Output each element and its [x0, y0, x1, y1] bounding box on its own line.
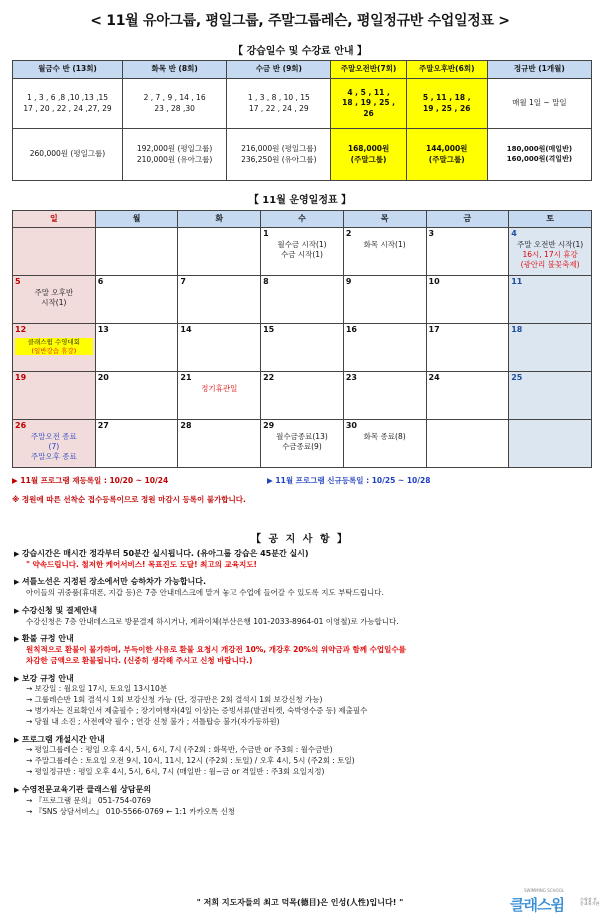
logo-name: 클래스윔 [510, 896, 564, 914]
day-event: 주말 오전반 시작(1) [517, 239, 584, 249]
day-number: 10 [428, 277, 440, 286]
day-event: 수금종료(9) [282, 441, 322, 451]
calendar-day [509, 420, 592, 468]
day-number: 14 [180, 325, 192, 334]
notice-heading: ▶ 강습시간은 매시간 정각부터 50분간 실시됩니다. (유아그룹 강습은 45분간 실시) [14, 548, 589, 560]
calendar-day [343, 324, 426, 372]
notice-line: 원칙적으로 환불이 불가하며, 부득이한 사유로 환불 요청시 개강전 10%, 개강후 20%의 위약금과 함께 수업일수를 [26, 645, 406, 654]
fee-header: 주말오후반(6회) [406, 61, 487, 79]
calendar-day [95, 228, 178, 276]
calendar-day [13, 420, 96, 468]
calendar-day [95, 276, 178, 324]
weekday-header: 일 [13, 211, 96, 228]
calendar-day [261, 420, 344, 468]
day-event: 월수금종료(13) [276, 431, 328, 441]
calendar-day [426, 372, 509, 420]
calendar-day [343, 372, 426, 420]
fee-header: 주말오전반(7회) [331, 61, 406, 79]
calendar-day [261, 276, 344, 324]
calendar-day [178, 276, 261, 324]
fee-dates: 5 , 11 , 18 , 19 , 25 , 26 [406, 79, 487, 129]
day-number: 29 [263, 421, 275, 430]
day-number: 12 [15, 325, 27, 334]
notice-item [14, 605, 589, 627]
day-number: 20 [97, 373, 109, 382]
calendar-day [95, 324, 178, 372]
reregister-period: ▶ 11월 프로그램 재등록일 : 10/20 ~ 10/24 [12, 476, 169, 485]
calendar-day [261, 228, 344, 276]
weekday-header: 월 [95, 211, 178, 228]
notice-item [14, 784, 589, 817]
brand-logo [510, 888, 600, 916]
fee-header: 정규반 (1개월) [487, 61, 591, 79]
day-number: 13 [97, 325, 109, 334]
calendar-week [13, 372, 592, 420]
day-number: 19 [15, 373, 27, 382]
calendar-day [13, 324, 96, 372]
fee-price: 168,000원 (주말그룹) [331, 129, 406, 181]
notice-line: 수강신청은 7층 안내데스크로 방문결제 하시거나, 계좌이체(부산은행 101-2033-8964-01 이영철)로 가능합니다. [26, 616, 399, 626]
notice-heading: ▶ 프로그램 개설시간 안내 [14, 734, 589, 746]
day-number: 5 [15, 277, 21, 286]
calendar-day [95, 420, 178, 468]
notice-item [14, 576, 589, 598]
day-number: 30 [345, 421, 357, 430]
notice-title: 【 공 지 사 항 】 [250, 534, 350, 545]
day-event: (일반강습 휴강) [31, 346, 77, 355]
fee-dates: 1 , 3 , 6 ,8 ,10 ,13 ,15 17 , 20 , 22 , 24 ,27, 29 [13, 79, 123, 129]
calendar-table [12, 210, 592, 468]
fee-price: 192,000원 (평일그룹) 210,000원 (유아그룹) [123, 129, 227, 181]
day-number: 24 [428, 373, 440, 382]
fee-header: 수금 반 (9회) [227, 61, 331, 79]
calendar-day [509, 324, 592, 372]
calendar-day [13, 228, 96, 276]
day-number: 4 [511, 229, 517, 238]
day-number: 2 [345, 229, 352, 238]
calendar-day [509, 276, 592, 324]
logo-sub: 수영장 전문교육기관 [580, 897, 600, 907]
day-event: 정기휴관일 [201, 383, 238, 393]
weekday-header: 목 [343, 211, 426, 228]
notice-heading: ▶ 보강 규정 안내 [14, 673, 589, 685]
fee-dates: 1 , 3 , 8 , 10 , 15 17 , 22 , 24 , 29 [227, 79, 331, 129]
fee-section-title: 【 강습일수 및 수강료 안내 】 [232, 46, 367, 57]
notice-heading: ▶ 수영전문교육기관 클래스윔 상담문의 [14, 784, 589, 796]
day-number: 9 [345, 277, 352, 286]
day-number: 21 [180, 373, 192, 382]
fee-header: 월금수 반 (13회) [13, 61, 123, 79]
notice-line: → 그룹레슨반 1회 결석시 1회 보강신청 가능 (단, 정규반은 2회 결석시 1회 보강신청 가능) [26, 695, 323, 705]
calendar-day [178, 420, 261, 468]
day-number: 23 [345, 373, 357, 382]
new-register-period: ▶ 11월 프로그램 신규등록일 : 10/25 ~ 10/28 [267, 476, 431, 485]
day-number: 6 [97, 277, 104, 286]
day-event: (7) [48, 441, 60, 451]
calendar-day [509, 228, 592, 276]
calendar-day [178, 228, 261, 276]
notice-line: → 당월 내 소진 ; 사전예약 필수 ; 연강 신청 불가 ; 셔틀탑승 불가(자가등하원) [26, 716, 280, 726]
calendar-day [509, 372, 592, 420]
calendar-day [261, 324, 344, 372]
calendar-day [13, 276, 96, 324]
notice-line: → 주말그룹레슨 : 토요일 오전 9시, 10시, 11시, 12시 (주2회 : 토일) / 오후 4시, 5시 (주2회 : 토일) [26, 756, 355, 766]
fee-dates: 매월 1일 ~ 말일 [487, 79, 591, 129]
notice-line: → 평일정규반 : 평일 오후 4시, 5시, 6시, 7시 (매일반 : 월~금 or 격일반 : 주3회 요일지정) [26, 767, 325, 777]
fee-price: 144,000원 (주말그룹) [406, 129, 487, 181]
calendar-week [13, 276, 592, 324]
day-number: 28 [180, 421, 192, 430]
notice-line: → 병가자는 진료확인서 제출필수 ; 장기여행자(4일 이상)는 증빙서류(발권티켓, 숙박영수증 등) 제출필수 [26, 706, 368, 716]
calendar-day [426, 420, 509, 468]
calendar-day [178, 372, 261, 420]
calendar-week [13, 420, 592, 468]
notice-line: → 평일그룹레슨 : 평일 오후 4시, 5시, 6시, 7시 (주2회 : 화목반, 수금반 or 주3회 : 월수금반) [26, 745, 333, 755]
day-number: 27 [97, 421, 109, 430]
day-number: 7 [180, 277, 186, 286]
fee-price: 260,000원 (평일그룹) [13, 129, 123, 181]
day-event: 16시, 17시 휴강 [522, 249, 578, 259]
notice-line: → 『프로그램 문의』 051-754-0769 [26, 795, 152, 805]
day-number: 16 [345, 325, 357, 334]
fee-table [12, 60, 592, 181]
day-event: 수금 시작(1) [280, 249, 323, 259]
day-event: 화목 종료(8) [363, 431, 406, 441]
notice-line: 차감한 금액으로 환불됩니다. (신중히 생각해 주시고 신청 바랍니다.) [26, 655, 253, 665]
day-event: 월수금 시작(1) [277, 239, 327, 249]
notice-heading: ▶ 수강신청 및 결제안내 [14, 605, 589, 617]
notice-item [14, 633, 589, 666]
notice-line: → 보강일 : 월요일 17시, 토요일 13시10분 [26, 684, 168, 694]
notice-item [14, 548, 589, 570]
fee-dates: 4 , 5 , 11 , 18 , 19 , 25 , 26 [331, 79, 406, 129]
fee-dates: 2 , 7 , 9 , 14 , 16 23 , 28 ,30 [123, 79, 227, 129]
day-number: 3 [428, 229, 435, 238]
day-event: 클래스윔 수영대회 [27, 337, 80, 346]
fee-price: 216,000원 (평일그룹) 236,250원 (유아그룹) [227, 129, 331, 181]
footer-motto: " 저희 지도자들의 최고 덕목(德目)은 인성(人性)입니다! " [196, 898, 404, 907]
logo-top-text: SWIMMING SCHOOL [524, 888, 564, 893]
notice-item [14, 673, 589, 728]
calendar-section-title: 【 11월 운영일정표 】 [248, 195, 352, 206]
calendar-day [343, 276, 426, 324]
weekday-header: 화 [178, 211, 261, 228]
notice-list [14, 548, 589, 823]
day-event: 주말오후 종료 [30, 452, 77, 462]
notice-line: 아이들의 귀중품(휴대폰, 지갑 등)은 7층 안내데스크에 맡겨 놓고 수업에 들어갈 수 있도록 지도 부탁드립니다. [26, 588, 384, 598]
notice-item [14, 734, 589, 778]
day-number: 1 [263, 229, 269, 238]
calendar-day [426, 228, 509, 276]
calendar-day [13, 372, 96, 420]
day-event: 주말오전 종료 [30, 431, 77, 441]
day-event: 주말 오후반 [34, 287, 74, 297]
calendar-week [13, 228, 592, 276]
notice-heading: ▶ 셔틀노선은 지정된 장소에서만 승하차가 가능합니다. [14, 576, 589, 588]
calendar-day [95, 372, 178, 420]
weekday-header: 수 [261, 211, 344, 228]
fee-header: 화목 반 (8회) [123, 61, 227, 79]
capacity-warning: ※ 정원에 따른 선착순 접수등록이므로 정원 마감시 등록이 불가합니다. [12, 495, 246, 504]
day-event: 시작(1) [41, 297, 67, 307]
calendar-day [343, 420, 426, 468]
notice-line: " 약속드립니다. 철저한 케어서비스! 목표진도 도달! 최고의 교육지도! [26, 559, 257, 569]
notice-heading: ▶ 환불 규정 안내 [14, 633, 589, 645]
day-number: 15 [263, 325, 275, 334]
calendar-day [261, 372, 344, 420]
calendar-week [13, 324, 592, 372]
day-number: 22 [263, 373, 275, 382]
day-number: 11 [511, 277, 523, 286]
day-number: 17 [428, 325, 440, 334]
weekday-header: 금 [426, 211, 509, 228]
day-number: 26 [15, 421, 27, 430]
calendar-day [178, 324, 261, 372]
calendar-day [426, 324, 509, 372]
day-event: (광안리 불꽃축제) [520, 260, 580, 270]
weekday-header: 토 [509, 211, 592, 228]
calendar-day [343, 228, 426, 276]
day-number: 8 [263, 277, 269, 286]
day-event: 화목 시작(1) [363, 239, 406, 249]
day-number: 25 [511, 373, 523, 382]
calendar-day [426, 276, 509, 324]
fee-price: 180,000원(매일반) 160,000원(격일반) [487, 129, 591, 181]
notice-line: → 『SNS 상담서비스』 010-5566-0769 ← 1:1 카카오톡 신청 [26, 806, 236, 816]
page-title: < 11월 유아그룹, 평일그룹, 주말그룹레슨, 평일정규반 수업일정표 > [90, 13, 510, 29]
day-number: 18 [511, 325, 523, 334]
